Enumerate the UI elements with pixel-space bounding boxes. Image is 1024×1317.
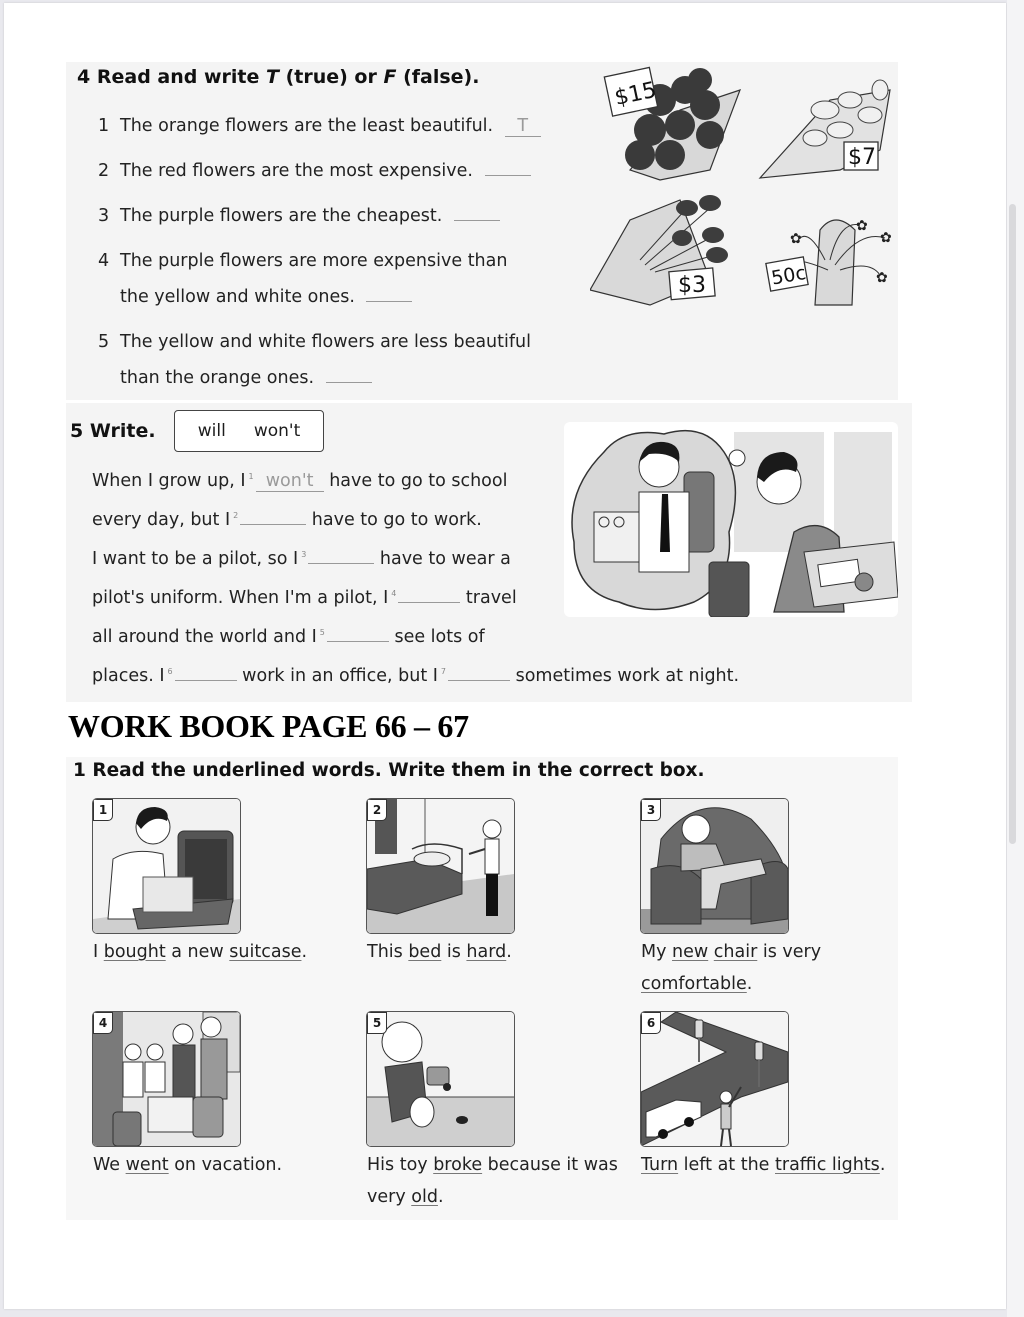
underlined-word: traffic lights	[775, 1155, 880, 1175]
answer-field[interactable]	[175, 679, 237, 681]
underlined-word: suitcase	[229, 942, 302, 962]
picture-2	[366, 798, 515, 934]
caption-text: .	[746, 974, 753, 994]
caption-text: because it was	[482, 1155, 618, 1175]
price-tag-15: $15	[612, 77, 659, 111]
line-text: I want to be a pilot, so I	[92, 549, 299, 569]
caption-text: .	[879, 1155, 886, 1175]
underlined-word: bought	[103, 942, 166, 962]
underlined-word: old	[411, 1187, 438, 1207]
picture-number: 4	[93, 1012, 113, 1034]
orange-flowers-icon	[760, 80, 890, 178]
picture-2-caption	[367, 936, 512, 968]
answer-field[interactable]	[398, 601, 460, 603]
blank-number: 4	[391, 589, 397, 599]
title-text: Read and write	[96, 66, 266, 88]
underlined-word: Turn	[641, 1155, 679, 1175]
item-text: The orange flowers are the least beautiful.	[120, 116, 494, 136]
scrollbar-thumb[interactable]	[1009, 204, 1016, 844]
svg-text:✿: ✿	[876, 270, 888, 286]
picture-1-caption	[93, 936, 307, 968]
girl-in-armchair-icon	[641, 799, 788, 933]
caption-line	[367, 942, 512, 962]
flower-bouquets-illustration	[590, 60, 900, 310]
line-text: all around the world and I	[92, 627, 317, 647]
item-number: 5	[98, 332, 110, 352]
picture-6	[640, 1011, 789, 1147]
caption-text: is	[441, 942, 467, 962]
item-number: 1	[98, 116, 110, 136]
item-text: The yellow and white flowers are less beautiful	[120, 332, 531, 352]
boy-pointing-at-bed-icon	[367, 799, 514, 933]
title-text: T	[266, 66, 279, 88]
ex4-item-continued	[120, 368, 372, 388]
caption-line	[641, 936, 821, 968]
underlined-word: bed	[408, 942, 442, 962]
picture-number: 6	[641, 1012, 661, 1034]
caption-line	[93, 1155, 282, 1175]
exercise-number: 5	[70, 420, 84, 442]
family-with-luggage-icon	[93, 1012, 240, 1146]
svg-text:✿: ✿	[880, 230, 892, 246]
child-with-broken-toy-icon	[367, 1012, 514, 1146]
caption-line	[367, 1149, 618, 1181]
caption-text: His toy	[367, 1155, 434, 1175]
answer-field[interactable]	[240, 523, 306, 525]
title-text: (true) or	[278, 66, 384, 88]
picture-6-caption	[641, 1149, 885, 1181]
ex5-line	[92, 471, 507, 492]
svg-text:✿: ✿	[856, 218, 868, 234]
answer-field[interactable]	[454, 219, 500, 221]
answer-field[interactable]	[366, 300, 412, 302]
answer-field[interactable]	[308, 562, 374, 564]
picture-5-caption	[367, 1149, 618, 1213]
answer-field[interactable]	[326, 381, 372, 383]
caption-text: .	[301, 942, 308, 962]
caption-line	[367, 1181, 618, 1213]
caption-text: left at the	[678, 1155, 776, 1175]
picture-3	[640, 798, 789, 934]
blank-number: 5	[319, 628, 325, 638]
caption-line	[93, 942, 307, 962]
answer-field[interactable]: won't	[256, 471, 324, 492]
exercise-number: 4	[77, 66, 91, 88]
underlined-word: went	[125, 1155, 169, 1175]
answer-field[interactable]	[448, 679, 510, 681]
ex5-line	[92, 549, 511, 569]
line-text: have to go to work.	[311, 510, 482, 530]
caption-line	[641, 968, 821, 1000]
caption-text: .	[437, 1187, 444, 1207]
picture-3-caption	[641, 936, 821, 1000]
item-text: The purple flowers are more expensive than	[120, 251, 508, 271]
picture-number: 5	[367, 1012, 387, 1034]
title-text: F	[383, 66, 397, 88]
item-text: the yellow and white ones.	[120, 287, 355, 307]
picture-1	[92, 798, 241, 934]
item-text: than the orange ones.	[120, 368, 315, 388]
ex5-line	[92, 666, 739, 686]
price-tag-3: $3	[678, 273, 706, 298]
title-text: (false).	[396, 66, 480, 88]
blank-number: 7	[440, 667, 446, 677]
underlined-word: hard	[466, 942, 507, 962]
exercise-4-title	[77, 66, 479, 88]
red-roses-icon	[604, 67, 740, 180]
picture-number: 1	[93, 799, 113, 821]
picture-4-caption	[93, 1149, 282, 1181]
blank-number: 6	[167, 667, 173, 677]
exercise-5-title	[70, 420, 156, 442]
purple-tulips-icon	[590, 195, 728, 305]
underlined-word: broke	[433, 1155, 483, 1175]
picture-number: 3	[641, 799, 661, 821]
caption-text: a new	[165, 942, 230, 962]
caption-line	[641, 1155, 885, 1175]
line-text: every day, but I	[92, 510, 231, 530]
ex4-item	[98, 251, 507, 271]
line-text: sometimes work at night.	[515, 666, 740, 686]
workbook-exercise-1-title	[73, 760, 705, 781]
picture-number: 2	[367, 799, 387, 821]
road-with-traffic-lights-icon	[641, 1012, 788, 1146]
caption-text: is very	[757, 942, 822, 962]
caption-text: I	[93, 942, 104, 962]
ex4-item	[98, 206, 500, 226]
line-text: work in an office, but I	[242, 666, 438, 686]
caption-text: .	[506, 942, 512, 962]
yellow-white-flowers-icon	[766, 218, 892, 305]
word-bank-item: will	[197, 421, 226, 441]
ex5-line	[92, 510, 482, 530]
price-tag-50c: 50c	[769, 261, 808, 290]
item-number: 3	[98, 206, 110, 226]
item-text: The purple flowers are the cheapest.	[120, 206, 443, 226]
answer-field[interactable]	[327, 640, 389, 642]
title-text: Write.	[89, 420, 156, 442]
picture-4	[92, 1011, 241, 1147]
title-text: Read the underlined words. Write them in the correct box.	[92, 760, 705, 781]
line-text: pilot's uniform. When I'm a pilot, I	[92, 588, 389, 608]
caption-text: on vacation.	[168, 1155, 283, 1175]
line-text: have to wear a	[379, 549, 511, 569]
answer-field[interactable]: T	[505, 116, 541, 137]
pilot-dream-illustration	[564, 422, 898, 617]
underlined-word: new	[672, 942, 709, 962]
blank-number: 1	[248, 472, 254, 482]
answer-field[interactable]	[485, 174, 531, 176]
caption-text: My	[641, 942, 673, 962]
ex4-item	[98, 332, 531, 352]
underlined-word: chair	[713, 942, 758, 962]
line-text: see lots of	[394, 627, 485, 647]
blank-number: 3	[301, 550, 307, 560]
exercise-number: 1	[73, 760, 86, 781]
blank-number: 2	[233, 511, 239, 521]
line-text: travel	[465, 588, 517, 608]
workbook-page-title: WORK BOOK PAGE 66 – 67	[68, 708, 469, 744]
underlined-word: comfortable	[641, 974, 747, 994]
caption-text: This	[367, 942, 409, 962]
ex5-line	[92, 588, 517, 608]
word-bank	[174, 410, 324, 452]
ex4-item	[98, 161, 531, 181]
item-text: The red flowers are the most expensive.	[120, 161, 473, 181]
line-text: When I grow up, I	[92, 471, 246, 491]
ex4-item	[98, 116, 541, 137]
line-text: places. I	[92, 666, 165, 686]
caption-text: We	[93, 1155, 126, 1175]
line-text: have to go to school	[329, 471, 508, 491]
item-number: 2	[98, 161, 110, 181]
picture-5	[366, 1011, 515, 1147]
word-bank-item: won't	[253, 421, 301, 441]
boy-packing-suitcase-icon	[93, 799, 240, 933]
ex4-item-continued	[120, 287, 412, 307]
svg-text:✿: ✿	[790, 231, 802, 247]
caption-text: very	[367, 1187, 412, 1207]
price-tag-7: $7	[848, 145, 876, 170]
item-number: 4	[98, 251, 110, 271]
ex5-line	[92, 627, 485, 647]
